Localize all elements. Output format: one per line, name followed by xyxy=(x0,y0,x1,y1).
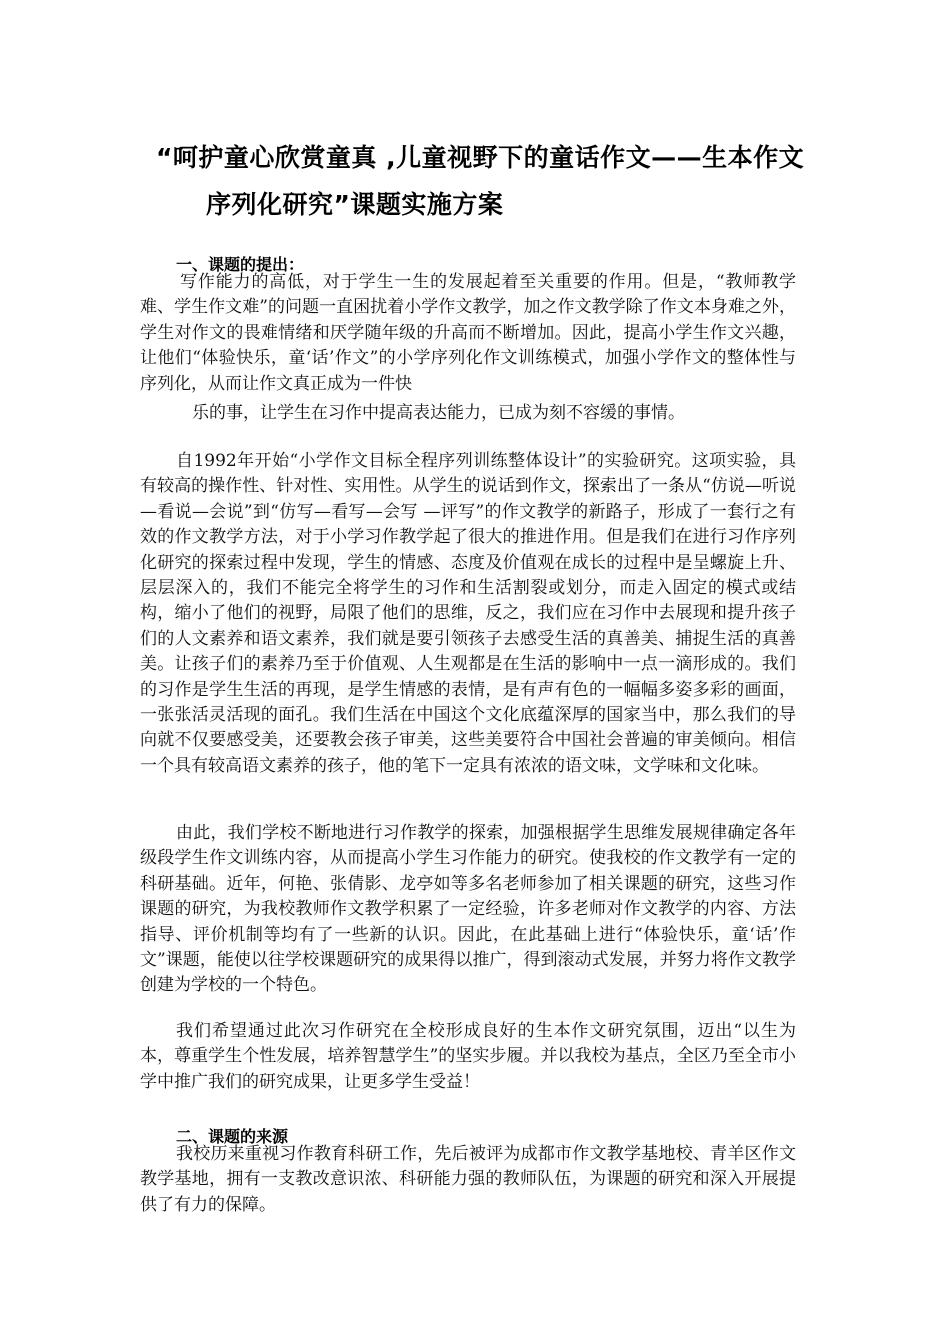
section-1-paragraph-4: 我们希望通过此次习作研究在全校形成良好的生本作文研究氛围，迈出“以生为本，尊重学生个性发展，培养智慧学生”的坚实步履。并以我校为基点，全区乃至全市小学中推广我们的研究成果，让更多学生受益！ xyxy=(140,1021,796,1092)
section-1-paragraph-1-last-line: 乐的事，让学生在习作中提高表达能力，已成为刻不容缓的事情。 xyxy=(192,403,685,423)
section-2-paragraph-1: 我校历来重视习作教育科研工作，先后被评为成都市作文教学基地校、青羊区作文教学基地，拥有一支教改意识浓、科研能力强的教师队伍，为课题的研究和深入开展提供了有力的保障。 xyxy=(140,1144,796,1215)
document-title-line-2: 序列化研究”课题实施方案 xyxy=(206,190,504,219)
section-2-heading: 二、课题的来源 xyxy=(176,1127,289,1146)
section-1-paragraph-1: 写作能力的高低，对于学生一生的发展起着至关重要的作用。但是，“教师教学难、学生作文难”的问题一直困扰着小学作文教学，加之作文教学除了作文本身难之外，学生对作文的畏难情绪和厌学随年级的升高而不断增加。因此，提高小学生作文兴趣，让他们“体验快乐，童‘话’作文”的小学序列化作文训练模式，加强小学作文的整体性与序列化，从而让作文真正成为一件快 xyxy=(140,272,796,394)
section-1-paragraph-2: 自1992年开始“小学作文目标全程序列训练整体设计”的实验研究。这项实验，具有较高的操作性、针对性、实用性。从学生的说话到作文，探索出了一条从“仿说—听说—看说—会说”到“仿写—看写—会写 —评写”的作文教学的新路子，形成了一套行之有效的作文教学方法，对于小学习作教学起了很大的推进作用。但是我们在进行习作序列化研究的探索过程中发现，学生的情感、态度及价值观在成长的过程中是呈螺旋上升、层层深入的，我们不能完全将学生的习作和生活割裂或划分，而走入固定的模式或结构，缩小了他们的视野，局限了他们的思维，反之，我们应在习作中去展现和提升孩子们的人文素养和语文素养，我们就是要引领孩子去感受生活的真善美、捕捉生活的真善美。让孩子们的素养乃至于价值观、人生观都是在生活的影响中一点一滴形成的。我们的习作是学生生活的再现，是学生情感的表情，是有声有色的一幅幅多姿多彩的画面，一张张活灵活现的面孔。我们生活在中国这个文化底蕴深厚的国家当中，那么我们的导向就不仅要感受美，还要教会孩子审美，这些美要符合中国社会普遍的审美倾向。相信一个具有较高语文素养的孩子，他的笔下一定具有浓浓的语文味，文学味和文化味。 xyxy=(140,451,796,776)
section-1-heading: 一、课题的提出： xyxy=(176,255,305,274)
document-title-line-1: “呵护童心欣赏童真 ,儿童视野下的童话作文——生本作文 xyxy=(156,143,805,172)
section-1-paragraph-3: 由此，我们学校不断地进行习作教学的探索，加强根据学生思维发展规律确定各年级段学生作文训练内容，从而提高小学生习作能力的研究。使我校的作文教学有一定的科研基础。近年，何艳、张倩影、龙亭如等多名老师参加了相关课题的研究，这些习作课题的研究，为我校教师作文教学积累了一定经验，许多老师对作文教学的内容、方法指导、评价机制等均有了一些新的认识。因此，在此基础上进行“体验快乐，童‘话’作文”课题，能使以往学校课题研究的成果得以推广，得到滚动式发展，并努力将作文教学创建为学校的一个特色。 xyxy=(140,823,796,996)
